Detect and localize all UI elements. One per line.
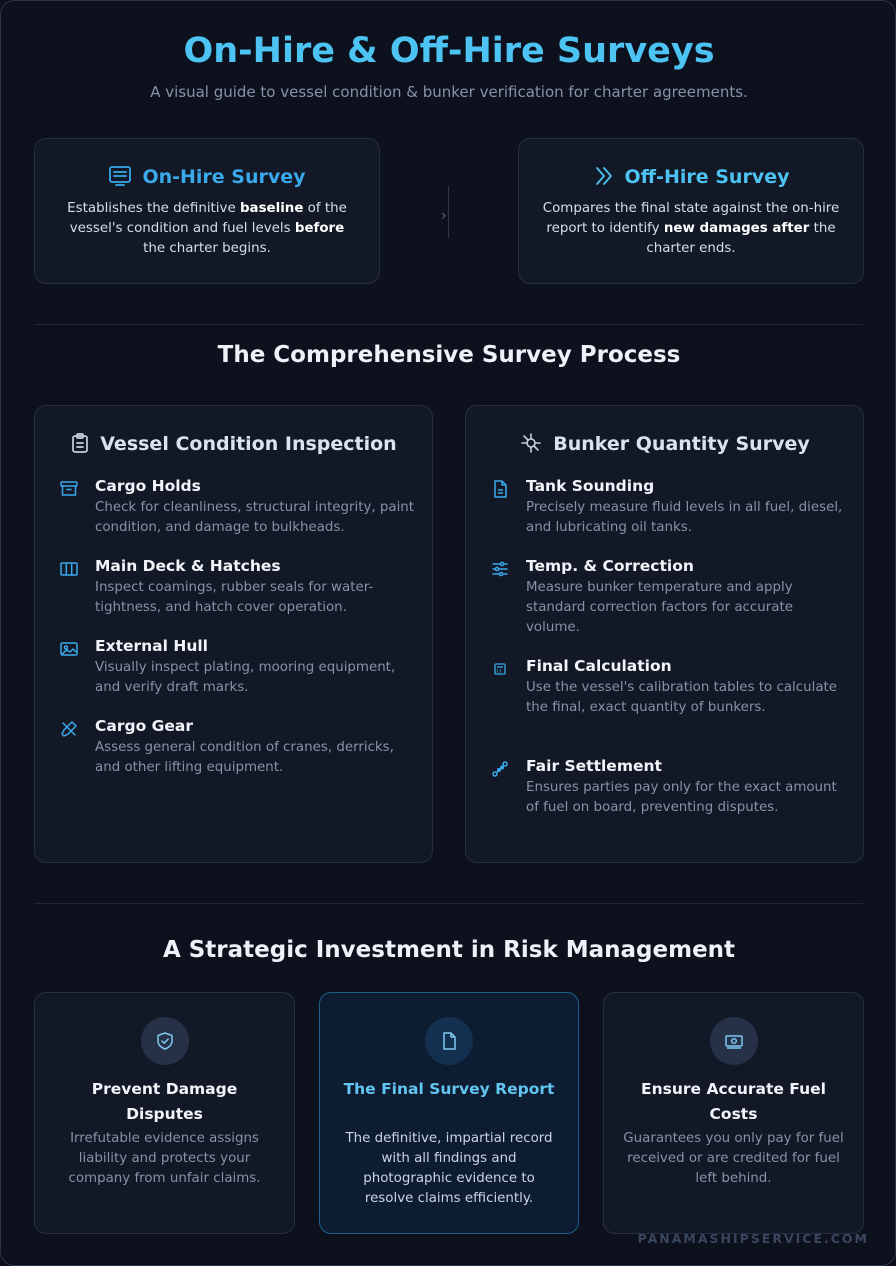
handshake-icon	[490, 759, 510, 779]
item-text: Visually inspect plating, mooring equipment, and verify draft marks.	[95, 660, 396, 695]
document-icon	[490, 479, 510, 499]
benefit-title: Ensure Accurate Fuel Costs	[641, 1080, 826, 1123]
bunker-survey-title: Bunker Quantity Survey	[553, 433, 810, 455]
item-title: Tank Sounding	[526, 477, 655, 495]
benefits-section-title: A Strategic Investment in Risk Management	[162, 937, 736, 963]
footer-website: PANAMASHIPSERVICE.COM	[637, 1231, 869, 1246]
divider	[34, 903, 863, 904]
off-hire-title: Off-Hire Survey	[624, 166, 790, 188]
money-icon	[710, 1017, 758, 1065]
benefit-text: Irrefutable evidence assigns liability and protects your company from unfair claims.	[68, 1131, 261, 1186]
item-title: Temp. & Correction	[526, 557, 694, 575]
item-text: Ensures parties pay only for the exact amount of fuel on board, preventing disputes.	[526, 780, 837, 815]
tools-icon	[59, 719, 79, 739]
benefit-title: The Final Survey Report	[343, 1080, 555, 1098]
divider	[34, 324, 863, 325]
item-title: Final Calculation	[526, 657, 672, 675]
document-icon	[425, 1017, 473, 1065]
calculator-icon	[490, 659, 510, 679]
archive-box-icon	[59, 479, 79, 499]
vessel-inspection-card	[34, 405, 433, 863]
double-chevron-right-icon	[593, 165, 615, 192]
page-title: On-Hire & Off-Hire Surveys	[183, 31, 715, 71]
item-text: Assess general condition of cranes, derricks, and other lifting equipment.	[95, 740, 394, 775]
on-hire-heading	[35, 165, 379, 192]
vessel-inspection-title: Vessel Condition Inspection	[100, 433, 397, 455]
item-title: External Hull	[95, 637, 208, 655]
process-section-title: The Comprehensive Survey Process	[217, 342, 681, 368]
bunker-survey-heading	[466, 432, 863, 459]
benefit-text: The definitive, impartial record with all findings and photographic evidence to resolve claims efficiently.	[345, 1131, 553, 1206]
ship-wheel-icon	[519, 432, 543, 459]
benefit-card-final-report	[319, 992, 579, 1234]
item-text: Inspect coamings, rubber seals for water-tightness, and hatch cover operation.	[95, 580, 374, 615]
vessel-inspection-heading	[35, 432, 432, 459]
sliders-icon	[490, 559, 510, 579]
shield-check-icon	[141, 1017, 189, 1065]
item-title: Main Deck & Hatches	[95, 557, 281, 575]
on-hire-title: On-Hire Survey	[142, 166, 306, 188]
benefit-card-fuel-costs	[603, 992, 864, 1234]
item-title: Cargo Gear	[95, 717, 193, 735]
on-hire-description: Establishes the definitive baseline of the vessel's condition and fuel levels before the charter begins.	[67, 201, 347, 256]
image-icon	[59, 639, 79, 659]
off-hire-description: Compares the final state against the on-hire report to identify new damages after the charter ends.	[542, 201, 840, 256]
off-hire-heading	[519, 165, 863, 192]
bunker-survey-card	[465, 405, 864, 863]
columns-icon	[59, 559, 79, 579]
item-text: Use the vessel's calibration tables to calculate the final, exact quantity of bunkers.	[526, 680, 838, 715]
connector-line	[448, 186, 449, 238]
benefit-title: Prevent Damage Disputes	[91, 1080, 238, 1123]
off-hire-card	[518, 138, 864, 284]
chevron-right-icon: ›	[441, 208, 447, 224]
item-title: Cargo Holds	[95, 477, 201, 495]
on-hire-icon	[108, 165, 132, 192]
item-text: Precisely measure fluid levels in all fuel, diesel, and lubricating oil tanks.	[526, 500, 843, 535]
item-text: Measure bunker temperature and apply standard correction factors for accurate volume.	[526, 580, 793, 635]
item-text: Check for cleanliness, structural integrity, paint condition, and damage to bulkheads.	[95, 500, 415, 535]
on-hire-card	[34, 138, 380, 284]
item-title: Fair Settlement	[526, 757, 662, 775]
page-subtitle: A visual guide to vessel condition & bunker verification for charter agreements.	[150, 83, 748, 101]
benefit-text: Guarantees you only pay for fuel received or are credited for fuel left behind.	[623, 1131, 844, 1186]
benefit-card-prevent-disputes	[34, 992, 295, 1234]
clipboard-icon	[70, 432, 90, 459]
